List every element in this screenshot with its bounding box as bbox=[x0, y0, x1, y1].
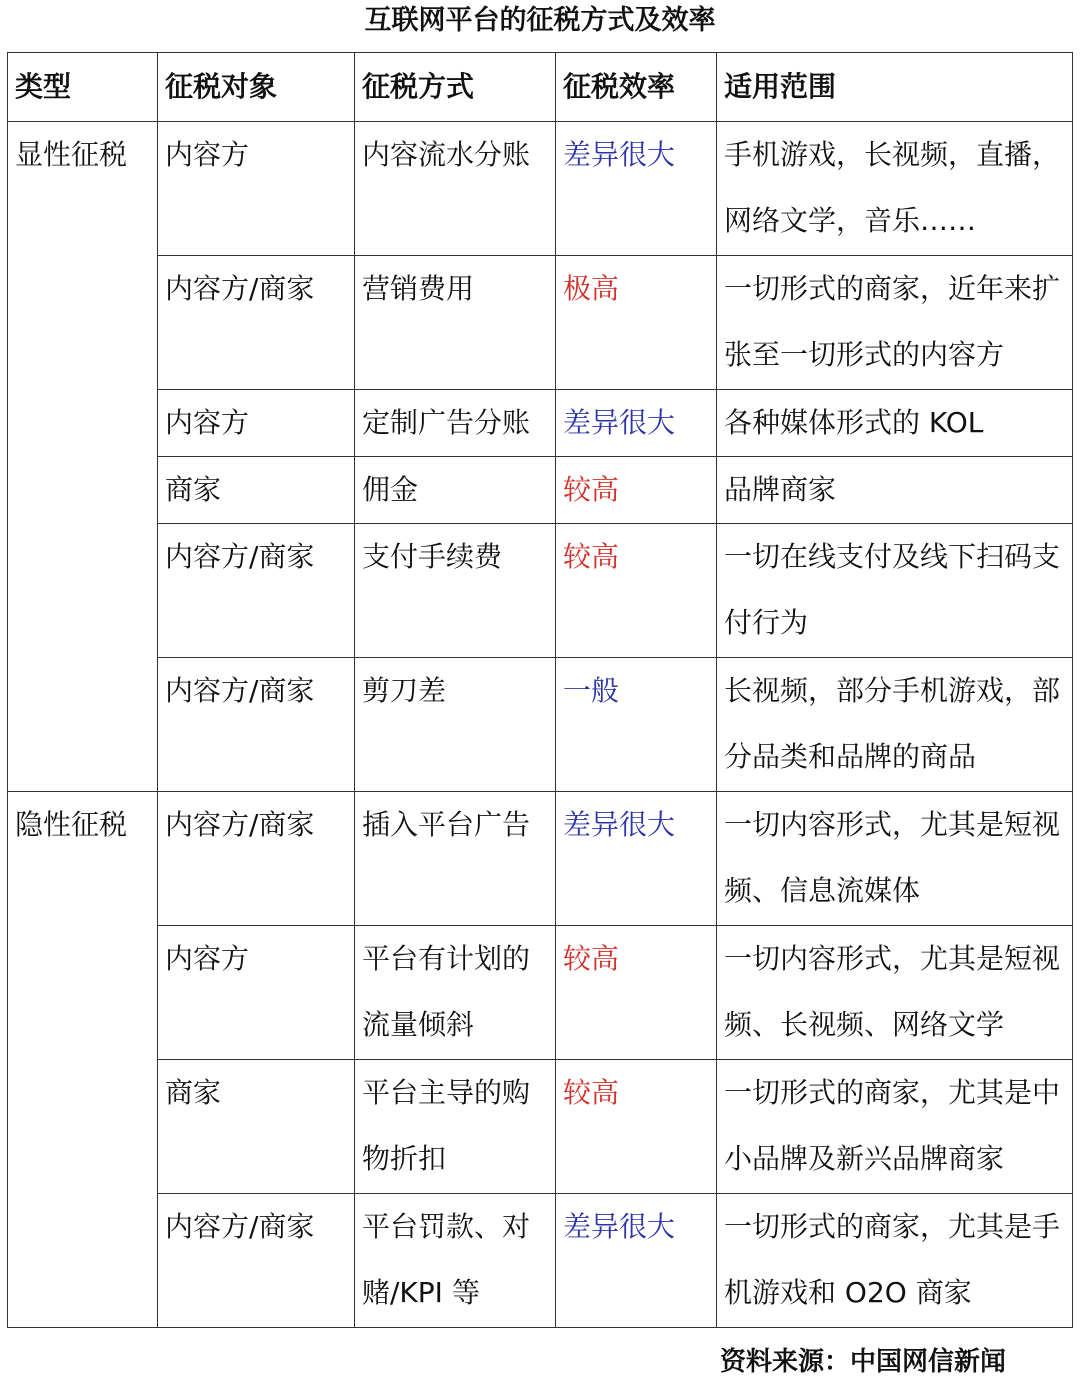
header-scope: 适用范围 bbox=[717, 53, 1073, 122]
efficiency-cell: 差异很大 bbox=[556, 122, 717, 256]
target-cell: 商家 bbox=[158, 457, 355, 524]
table-row bbox=[8, 792, 1073, 926]
efficiency-cell: 差异很大 bbox=[556, 792, 717, 926]
method-cell: 支付手续费 bbox=[355, 524, 556, 658]
header-target: 征税对象 bbox=[158, 53, 355, 122]
header-type: 类型 bbox=[8, 53, 158, 122]
scope-cell: 一切形式的商家，尤其是中小品牌及新兴品牌商家 bbox=[717, 1060, 1073, 1194]
table-row bbox=[8, 658, 1073, 792]
scope-cell: 品牌商家 bbox=[717, 457, 1073, 524]
target-cell: 内容方 bbox=[158, 926, 355, 1060]
source-note: 资料来源：中国网信新闻 bbox=[720, 1347, 1007, 1377]
tax-table bbox=[7, 52, 1073, 1328]
table-row bbox=[8, 256, 1073, 390]
target-cell: 内容方/商家 bbox=[158, 658, 355, 792]
target-cell: 内容方/商家 bbox=[158, 792, 355, 926]
target-cell: 内容方/商家 bbox=[158, 524, 355, 658]
header-method: 征税方式 bbox=[355, 53, 556, 122]
method-cell: 内容流水分账 bbox=[355, 122, 556, 256]
efficiency-cell: 较高 bbox=[556, 926, 717, 1060]
method-cell: 平台罚款、对赌/KPI 等 bbox=[355, 1194, 556, 1328]
table-row bbox=[8, 122, 1073, 256]
table-row bbox=[8, 457, 1073, 524]
scope-cell: 一切形式的商家，尤其是手机游戏和 O2O 商家 bbox=[717, 1194, 1073, 1328]
scope-cell: 一切内容形式，尤其是短视频、长视频、网络文学 bbox=[717, 926, 1073, 1060]
target-cell: 内容方/商家 bbox=[158, 1194, 355, 1328]
scope-cell: 一切在线支付及线下扫码支付行为 bbox=[717, 524, 1073, 658]
table-title: 互联网平台的征税方式及效率 bbox=[364, 5, 716, 36]
scope-cell: 各种媒体形式的 KOL bbox=[717, 390, 1073, 457]
method-cell: 定制广告分账 bbox=[355, 390, 556, 457]
table-row bbox=[8, 390, 1073, 457]
efficiency-cell: 较高 bbox=[556, 1060, 717, 1194]
efficiency-cell: 一般 bbox=[556, 658, 717, 792]
method-cell: 佣金 bbox=[355, 457, 556, 524]
efficiency-cell: 差异很大 bbox=[556, 1194, 717, 1328]
table-row bbox=[8, 524, 1073, 658]
header-row bbox=[8, 53, 1073, 122]
table-row bbox=[8, 1194, 1073, 1328]
type-cell-implicit: 隐性征税 bbox=[8, 792, 158, 1328]
scope-cell: 长视频，部分手机游戏，部分品类和品牌的商品 bbox=[717, 658, 1073, 792]
efficiency-cell: 较高 bbox=[556, 524, 717, 658]
type-cell-explicit: 显性征税 bbox=[8, 122, 158, 792]
table-row bbox=[8, 926, 1073, 1060]
target-cell: 内容方/商家 bbox=[158, 256, 355, 390]
scope-cell: 一切内容形式，尤其是短视频、信息流媒体 bbox=[717, 792, 1073, 926]
table-row bbox=[8, 1060, 1073, 1194]
header-efficiency: 征税效率 bbox=[556, 53, 717, 122]
method-cell: 平台主导的购物折扣 bbox=[355, 1060, 556, 1194]
scope-cell: 手机游戏，长视频，直播，网络文学，音乐…… bbox=[717, 122, 1073, 256]
target-cell: 商家 bbox=[158, 1060, 355, 1194]
method-cell: 平台有计划的流量倾斜 bbox=[355, 926, 556, 1060]
method-cell: 剪刀差 bbox=[355, 658, 556, 792]
method-cell: 插入平台广告 bbox=[355, 792, 556, 926]
target-cell: 内容方 bbox=[158, 122, 355, 256]
method-cell: 营销费用 bbox=[355, 256, 556, 390]
target-cell: 内容方 bbox=[158, 390, 355, 457]
scope-cell: 一切形式的商家，近年来扩张至一切形式的内容方 bbox=[717, 256, 1073, 390]
efficiency-cell: 差异很大 bbox=[556, 390, 717, 457]
efficiency-cell: 极高 bbox=[556, 256, 717, 390]
efficiency-cell: 较高 bbox=[556, 457, 717, 524]
